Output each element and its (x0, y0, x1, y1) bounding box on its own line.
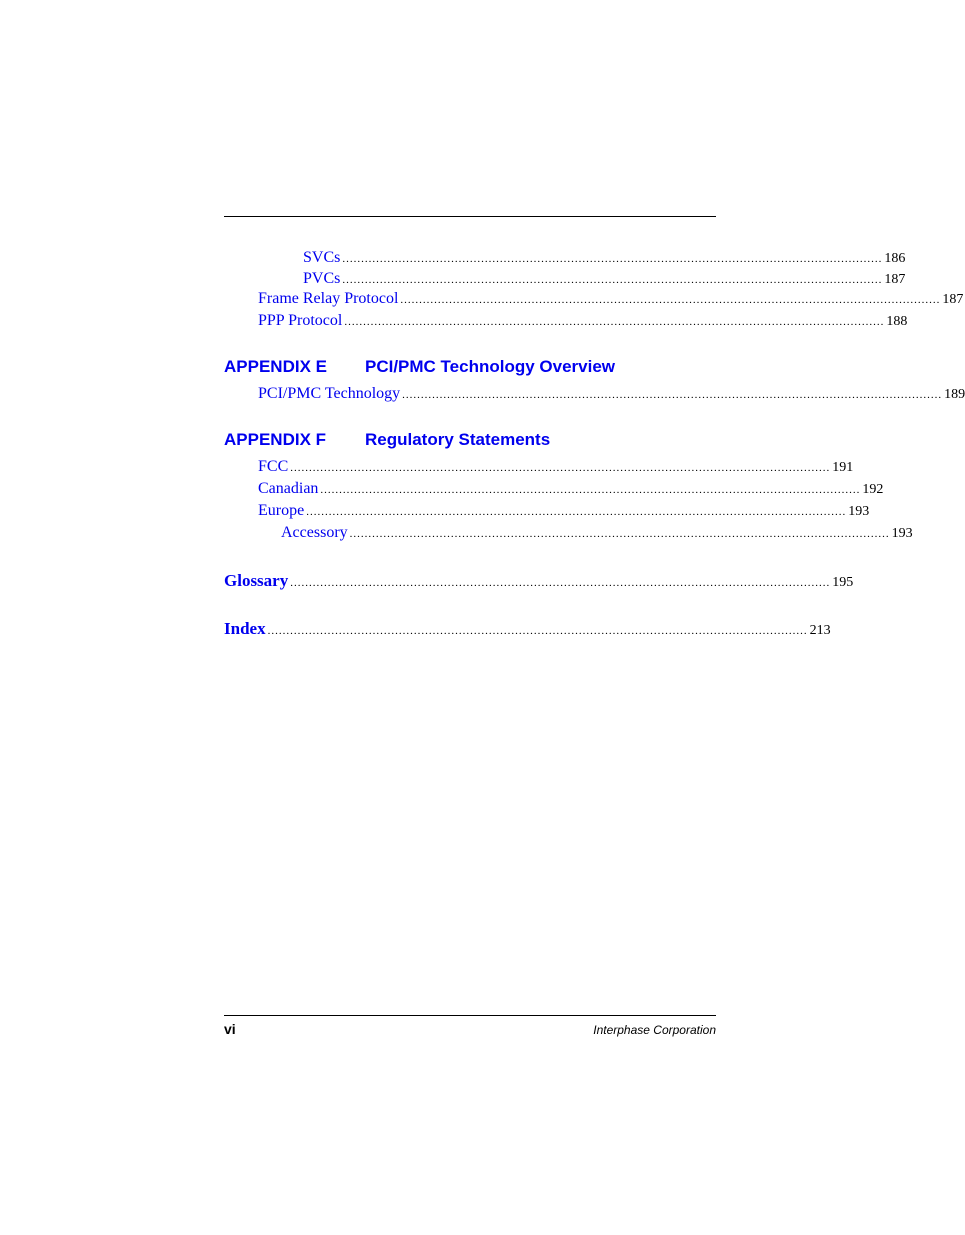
dot-leader: ................................................................................................................................................ (342, 253, 883, 265)
footer-rule (224, 1015, 716, 1016)
header-rule (224, 216, 716, 217)
dot-leader: ................................................................................................................................................ (349, 528, 890, 540)
toc-entry-label: SVCs (303, 249, 341, 266)
toc-entry-ppp-protocol[interactable] (258, 311, 908, 332)
footer-company: Interphase Corporation (593, 1023, 716, 1037)
dot-leader: ................................................................................................................................................ (267, 625, 808, 637)
dot-leader: ................................................................................................................................................ (342, 274, 883, 286)
toc-entry-page: 192 (862, 482, 884, 497)
appendix-e-heading[interactable] (224, 357, 616, 377)
dot-leader: ................................................................................................................................................ (400, 294, 941, 306)
toc-entry-pvcs[interactable] (303, 269, 906, 290)
dot-leader: ................................................................................................................................................ (402, 389, 943, 401)
toc-entry-frame-relay-protocol[interactable] (258, 289, 964, 310)
toc-entry-page: 187 (942, 292, 964, 307)
toc-entry-label: Canadian (258, 480, 319, 497)
appendix-f-heading[interactable] (224, 430, 551, 450)
toc-entry-fcc[interactable] (258, 457, 854, 478)
toc-entry-label: PVCs (303, 270, 341, 287)
toc-entry-page: 186 (884, 251, 906, 266)
toc-entry-page: 193 (848, 504, 870, 519)
toc-entry-page: 188 (886, 314, 908, 329)
dot-leader: ................................................................................................................................................ (290, 462, 831, 474)
toc-entry-label: Glossary (224, 571, 289, 590)
toc-entry-svcs[interactable] (303, 248, 906, 269)
footer-page-number: vi (224, 1021, 236, 1037)
toc-entry-label: FCC (258, 458, 289, 475)
toc-entry-index[interactable] (224, 619, 831, 641)
dot-leader: ................................................................................................................................................ (306, 506, 847, 518)
dot-leader: ................................................................................................................................................ (344, 316, 885, 328)
toc-entry-pci-pmc-technology[interactable] (258, 384, 965, 405)
toc-entry-page: 191 (832, 460, 854, 475)
toc-entry-page: 193 (891, 526, 913, 541)
toc-entry-label: Index (224, 619, 266, 638)
appendix-tag: APPENDIX F (224, 430, 327, 449)
dot-leader: ................................................................................................................................................ (320, 484, 861, 496)
toc-entry-label: PCI/PMC Technology (258, 385, 401, 402)
toc-entry-label: Frame Relay Protocol (258, 290, 399, 307)
appendix-title: PCI/PMC Technology Overview (365, 357, 616, 376)
toc-entry-accessory[interactable] (281, 523, 913, 544)
appendix-tag: APPENDIX E (224, 357, 327, 376)
dot-leader: ................................................................................................................................................ (290, 577, 831, 589)
toc-entry-page: 189 (944, 387, 965, 402)
appendix-title: Regulatory Statements (365, 430, 551, 449)
toc-entry-europe[interactable] (258, 501, 870, 522)
toc-entry-canadian[interactable] (258, 479, 884, 500)
toc-entry-label: Accessory (281, 524, 348, 541)
toc-entry-page: 213 (809, 623, 831, 638)
toc-entry-page: 195 (832, 575, 854, 590)
toc-entry-page: 187 (884, 272, 906, 287)
toc-entry-glossary[interactable] (224, 571, 854, 593)
toc-entry-label: PPP Protocol (258, 312, 343, 329)
toc-entry-label: Europe (258, 502, 305, 519)
